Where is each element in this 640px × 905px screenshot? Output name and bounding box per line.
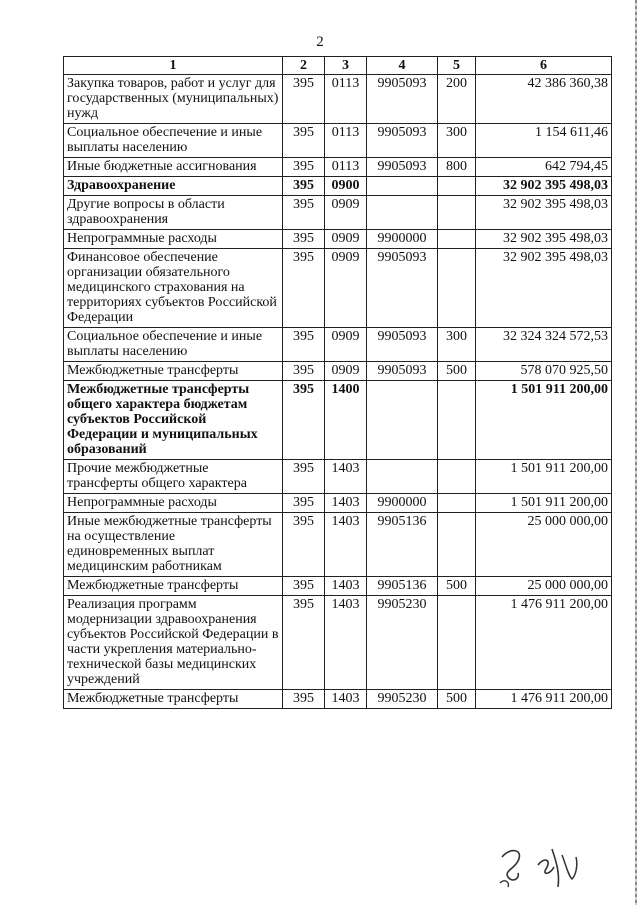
row-code-2: 395 — [283, 513, 325, 577]
table-row — [64, 460, 612, 494]
budget-table — [63, 56, 612, 709]
row-code-4: 9905230 — [367, 596, 438, 690]
row-code-2: 395 — [283, 230, 325, 249]
table-row — [64, 596, 612, 690]
row-code-5: 300 — [438, 124, 476, 158]
table-row — [64, 690, 612, 709]
row-code-3: 1403 — [325, 513, 367, 577]
row-code-5: 500 — [438, 577, 476, 596]
row-name: Другие вопросы в области здравоохранения — [64, 196, 283, 230]
table-row — [64, 362, 612, 381]
row-name: Финансовое обеспечение организации обязательного медицинского страхования на территориях субъектов Российской Федерации — [64, 249, 283, 328]
row-code-5 — [438, 596, 476, 690]
row-amount: 578 070 925,50 — [476, 362, 612, 381]
row-code-4: 9905093 — [367, 158, 438, 177]
row-code-2: 395 — [283, 249, 325, 328]
row-code-4: 9905093 — [367, 75, 438, 124]
row-code-3: 0900 — [325, 177, 367, 196]
row-name: Межбюджетные трансферты — [64, 577, 283, 596]
row-code-3: 0909 — [325, 196, 367, 230]
row-code-2: 395 — [283, 177, 325, 196]
row-code-3: 1403 — [325, 577, 367, 596]
row-code-4: 9905093 — [367, 362, 438, 381]
row-code-5 — [438, 230, 476, 249]
row-code-5 — [438, 177, 476, 196]
row-code-2: 395 — [283, 577, 325, 596]
row-amount: 1 154 611,46 — [476, 124, 612, 158]
page-edge — [635, 0, 637, 905]
column-header-5: 5 — [438, 57, 476, 75]
row-code-4: 9900000 — [367, 230, 438, 249]
row-name: Социальное обеспечение и иные выплаты населению — [64, 124, 283, 158]
column-header-2: 2 — [283, 57, 325, 75]
row-amount: 1 476 911 200,00 — [476, 690, 612, 709]
row-code-3: 1403 — [325, 460, 367, 494]
row-code-5 — [438, 494, 476, 513]
row-code-2: 395 — [283, 460, 325, 494]
table-row — [64, 249, 612, 328]
row-code-3: 0909 — [325, 362, 367, 381]
table-row — [64, 230, 612, 249]
row-name: Закупка товаров, работ и услуг для государственных (муниципальных) нужд — [64, 75, 283, 124]
row-name: Иные межбюджетные трансферты на осуществление единовременных выплат медицинским работникам — [64, 513, 283, 577]
table-row — [64, 124, 612, 158]
row-code-4 — [367, 381, 438, 460]
row-name: Реализация программ модернизации здравоохранения субъектов Российской Федерации в части укрепления материально-технической базы медицинских учреждений — [64, 596, 283, 690]
table-row — [64, 177, 612, 196]
row-code-3: 0113 — [325, 158, 367, 177]
row-amount: 1 501 911 200,00 — [476, 494, 612, 513]
row-code-4: 9905136 — [367, 577, 438, 596]
row-amount: 32 902 395 498,03 — [476, 177, 612, 196]
row-code-2: 395 — [283, 158, 325, 177]
row-code-4: 9905093 — [367, 249, 438, 328]
row-name: Прочие межбюджетные трансферты общего характера — [64, 460, 283, 494]
row-code-5 — [438, 196, 476, 230]
row-name: Иные бюджетные ассигнования — [64, 158, 283, 177]
row-code-4 — [367, 460, 438, 494]
row-code-2: 395 — [283, 124, 325, 158]
row-code-4 — [367, 196, 438, 230]
table-row — [64, 75, 612, 124]
column-header-6: 6 — [476, 57, 612, 75]
row-code-5: 300 — [438, 328, 476, 362]
row-code-4: 9900000 — [367, 494, 438, 513]
table-row — [64, 158, 612, 177]
row-amount: 32 902 395 498,03 — [476, 230, 612, 249]
row-amount: 25 000 000,00 — [476, 513, 612, 577]
row-code-2: 395 — [283, 362, 325, 381]
table-row — [64, 494, 612, 513]
table-header-row — [64, 57, 612, 75]
row-code-4 — [367, 177, 438, 196]
row-code-4: 9905136 — [367, 513, 438, 577]
row-amount: 42 386 360,38 — [476, 75, 612, 124]
row-code-2: 395 — [283, 75, 325, 124]
row-amount: 32 902 395 498,03 — [476, 196, 612, 230]
row-code-5: 800 — [438, 158, 476, 177]
column-header-1: 1 — [64, 57, 283, 75]
row-amount: 25 000 000,00 — [476, 577, 612, 596]
row-code-3: 1403 — [325, 494, 367, 513]
row-amount: 642 794,45 — [476, 158, 612, 177]
row-amount: 1 501 911 200,00 — [476, 460, 612, 494]
row-name: Здравоохранение — [64, 177, 283, 196]
row-code-5: 500 — [438, 690, 476, 709]
row-code-3: 0909 — [325, 249, 367, 328]
table-row — [64, 328, 612, 362]
row-name: Межбюджетные трансферты общего характера бюджетам субъектов Российской Федерации и муниципальных образований — [64, 381, 283, 460]
table-row — [64, 513, 612, 577]
row-amount: 1 501 911 200,00 — [476, 381, 612, 460]
row-code-3: 0113 — [325, 124, 367, 158]
row-code-3: 1400 — [325, 381, 367, 460]
row-code-4: 9905230 — [367, 690, 438, 709]
table-row — [64, 381, 612, 460]
row-code-2: 395 — [283, 196, 325, 230]
row-code-2: 395 — [283, 494, 325, 513]
column-header-3: 3 — [325, 57, 367, 75]
row-code-2: 395 — [283, 381, 325, 460]
handwritten-signature — [480, 835, 590, 895]
column-header-4: 4 — [367, 57, 438, 75]
row-code-4: 9905093 — [367, 328, 438, 362]
row-code-5 — [438, 460, 476, 494]
row-code-2: 395 — [283, 596, 325, 690]
row-code-3: 1403 — [325, 690, 367, 709]
row-code-5: 500 — [438, 362, 476, 381]
row-name: Непрограммные расходы — [64, 230, 283, 249]
row-name: Межбюджетные трансферты — [64, 690, 283, 709]
row-code-2: 395 — [283, 328, 325, 362]
row-code-5 — [438, 381, 476, 460]
row-code-5 — [438, 249, 476, 328]
row-name: Непрограммные расходы — [64, 494, 283, 513]
page-number: 2 — [316, 34, 324, 50]
table-row — [64, 577, 612, 596]
row-code-3: 1403 — [325, 596, 367, 690]
row-name: Межбюджетные трансферты — [64, 362, 283, 381]
row-code-5 — [438, 513, 476, 577]
row-amount: 1 476 911 200,00 — [476, 596, 612, 690]
row-amount: 32 324 324 572,53 — [476, 328, 612, 362]
row-code-5: 200 — [438, 75, 476, 124]
row-code-2: 395 — [283, 690, 325, 709]
row-code-3: 0909 — [325, 328, 367, 362]
row-code-4: 9905093 — [367, 124, 438, 158]
row-code-3: 0909 — [325, 230, 367, 249]
row-amount: 32 902 395 498,03 — [476, 249, 612, 328]
row-name: Социальное обеспечение и иные выплаты населению — [64, 328, 283, 362]
row-code-3: 0113 — [325, 75, 367, 124]
table-row — [64, 196, 612, 230]
